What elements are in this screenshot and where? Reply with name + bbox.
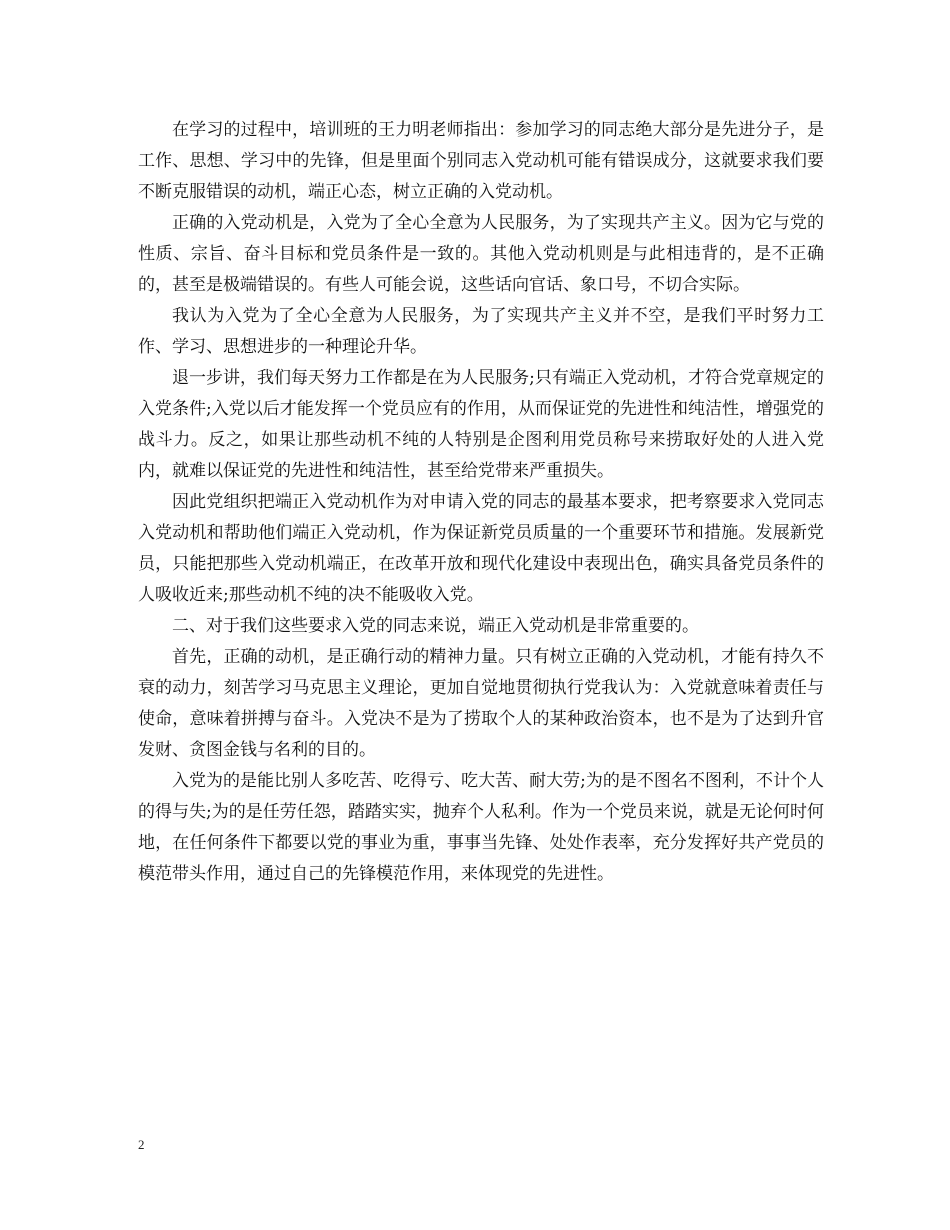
paragraph: 我认为入党为了全心全意为人民服务，为了实现共产主义并不空，是我们平时努力工作、学习、思想进步的一种理论升华。 bbox=[138, 306, 824, 357]
paragraph: 入党为的是能比别人多吃苦、吃得亏、吃大苦、耐大劳;为的是不图名不图利，不计个人的得与失;为的是任劳任怨，踏踏实实，抛弃个人私利。作为一个党员来说，就是无论何时何地，在任何条件下都要以党的事业为重，事事当先锋、处处作表率，充分发挥好共产党员的模范带头作用，通过自己的先锋模范作用，来体现党的先进性。 bbox=[138, 771, 824, 884]
document-body bbox=[138, 115, 824, 890]
paragraph: 在学习的过程中，培训班的王力明老师指出：参加学习的同志绝大部分是先进分子，是工作、思想、学习中的先锋，但是里面个别同志入党动机可能有错误成分，这就要求我们要不断克服错误的动机，端正心态，树立正确的入党动机。 bbox=[138, 120, 824, 202]
section-heading-paragraph: 二、对于我们这些要求入党的同志来说，端正入党动机是非常重要的。 bbox=[172, 616, 699, 636]
paragraph: 退一步讲，我们每天努力工作都是在为人民服务;只有端正入党动机，才符合党章规定的入党条件;入党以后才能发挥一个党员应有的作用，从而保证党的先进性和纯洁性，增强党的战斗力。反之，如果让那些动机不纯的人特别是企图利用党员称号来捞取好处的人进入党内，就难以保证党的先进性和纯洁性，甚至给党带来严重损失。 bbox=[138, 368, 824, 481]
paragraph: 首先，正确的动机，是正确行动的精神力量。只有树立正确的入党动机，才能有持久不衰的动力，刻苦学习马克思主义理论，更加自觉地贯彻执行党我认为：入党就意味着责任与使命，意味着拼搏与奋斗。入党决不是为了捞取个人的某种政治资本，也不是为了达到升官发财、贪图金钱与名利的目的。 bbox=[138, 647, 824, 760]
page-number: 2 bbox=[138, 1137, 145, 1152]
paragraph: 正确的入党动机是，入党为了全心全意为人民服务，为了实现共产主义。因为它与党的性质、宗旨、奋斗目标和党员条件是一致的。其他入党动机则是与此相违背的，是不正确的，甚至是极端错误的。有些人可能会说，这些话向官话、象口号，不切合实际。 bbox=[138, 213, 824, 295]
paragraph: 因此党组织把端正入党动机作为对申请入党的同志的最基本要求，把考察要求入党同志入党动机和帮助他们端正入党动机，作为保证新党员质量的一个重要环节和措施。发展新党员，只能把那些入党动机端正，在改革开放和现代化建设中表现出色，确实具备党员条件的人吸收近来;那些动机不纯的决不能吸收入党。 bbox=[138, 492, 824, 605]
